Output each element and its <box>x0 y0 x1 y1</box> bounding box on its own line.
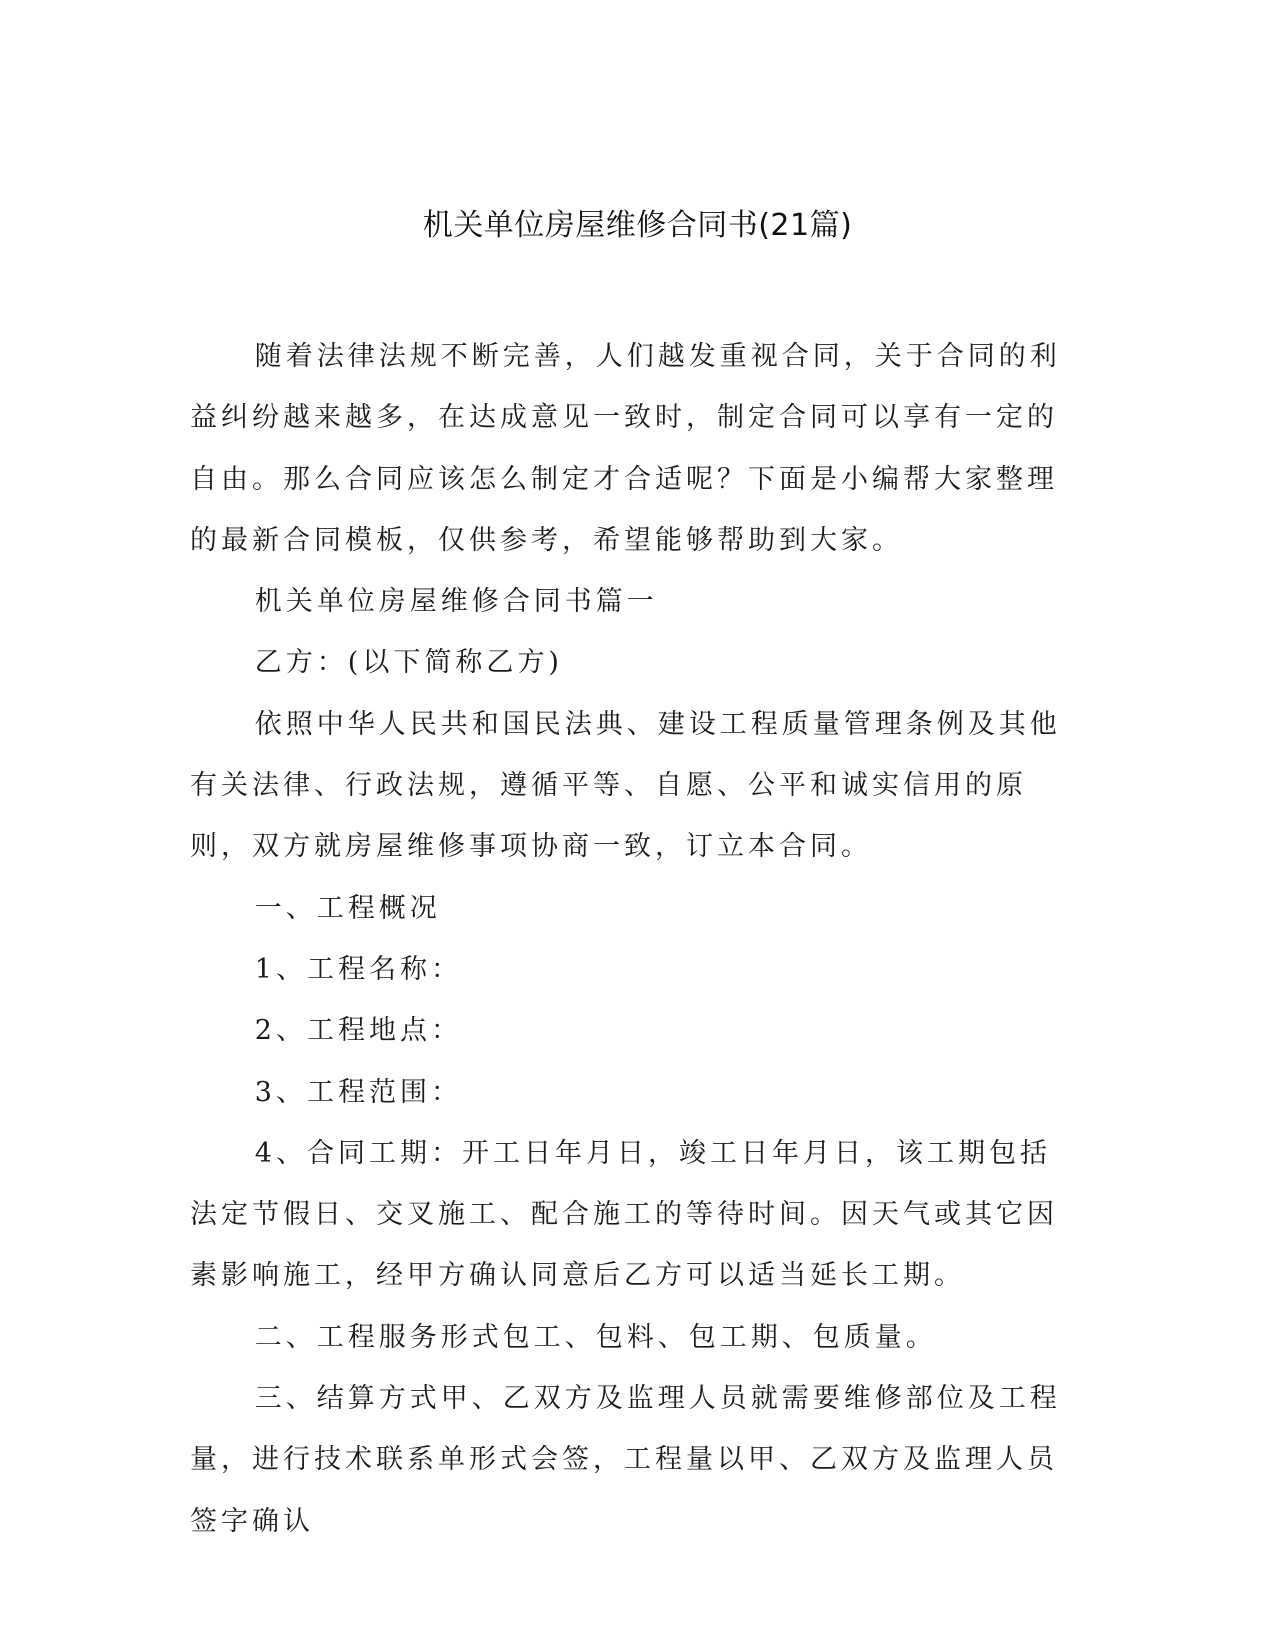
party-b-line: 乙方：(以下简称乙方) <box>254 647 563 679</box>
clause-item-2: 2、工程地点： <box>254 1015 462 1047</box>
intro-paragraph: 随着法律法规不断完善，人们越发重视合同，关于合同的利益纠纷越来越多，在达成意见一致时，制定合同可以享有一定的自由。那么合同应该怎么制定才合适呢？下面是小编帮大家整理的最新合同模板，仅供参考，希望能够帮助到大家。 <box>190 341 1061 556</box>
document-body <box>190 326 1080 1552</box>
clause-heading-1: 一、工程概况 <box>254 892 441 924</box>
clause-item-1: 1、工程名称： <box>254 953 462 985</box>
clause-item-3: 3、工程范围： <box>254 1076 462 1108</box>
preamble-paragraph: 依照中华人民共和国民法典、建设工程质量管理条例及其他有关法律、行政法规，遵循平等、自愿、公平和诚实信用的原则，双方就房屋维修事项协商一致，订立本合同。 <box>190 708 1061 863</box>
clause-heading-3: 三、结算方式甲、乙双方及监理人员就需要维修部位及工程量，进行技术联系单形式会签，工程量以甲、乙双方及监理人员签字确认 <box>190 1383 1061 1537</box>
document-title: 机关单位房屋维修合同书(21篇) <box>422 208 853 243</box>
section-heading: 机关单位房屋维修合同书篇一 <box>254 586 658 618</box>
clause-item-4: 4、合同工期：开工日年月日，竣工日年月日，该工期包括法定节假日、交叉施工、配合施工的等待时间。因天气或其它因素影响施工，经甲方确认同意后乙方可以适当延长工期。 <box>190 1137 1058 1292</box>
clause-heading-2: 二、工程服务形式包工、包料、包工期、包质量。 <box>254 1321 937 1353</box>
